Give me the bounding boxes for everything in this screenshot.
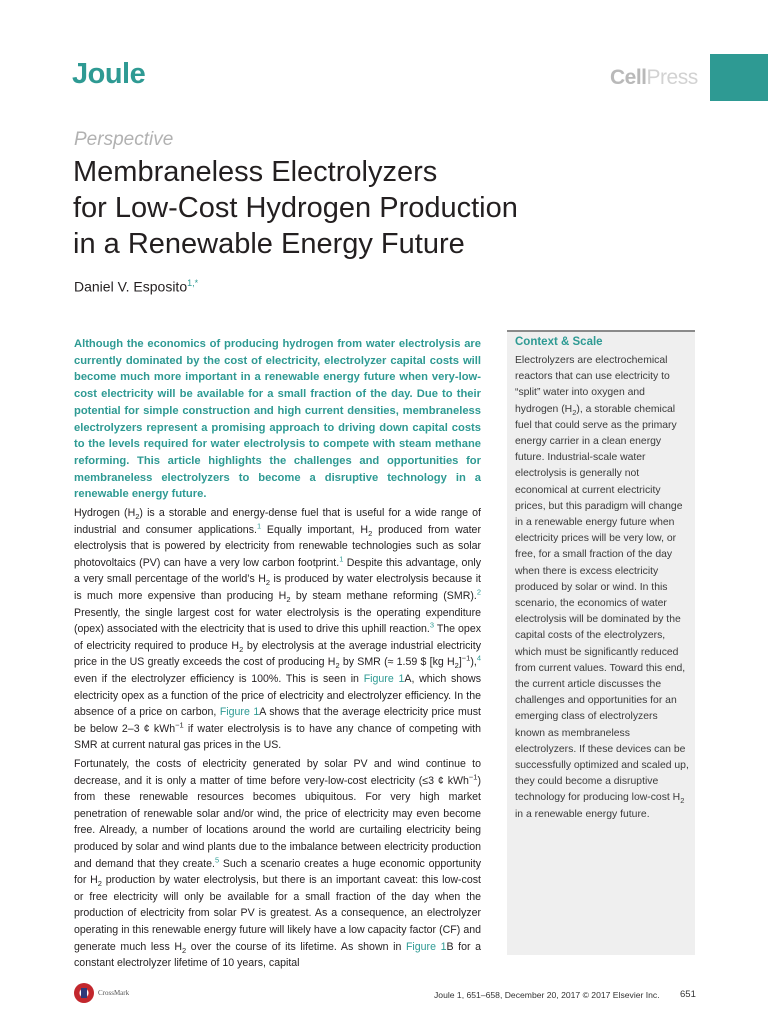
body-paragraph: Fortunately, the costs of electricity generated by solar PV and wind continue to decrease, and it is only a matter of time before very-low-cost electricity (≤3 ¢ kWh$^{-1}$) from these renewable resources becomes ubiquitous. For very high market penetration of renewable solar and/or wind, the price of electricity may even become free. Already, a number of locations around the world are curtailing electricity being produced by solar and wind plants due to the imbalance between electricity production and demand that they create.$^5$ Such a scenario creates a huge economic opportunity for $H_2$ production by water electrolysis, but there is an important caveat: this low-cost or free electricity will only be available for a small fraction of the day when the production of electricity from solar PV is greatest. As a consequence, an electrolyzer operating in this renewable energy future will likely have a low capacity factor (CF) and generate much less $H_2$ over the course of its lifetime. As shown in Figure 1B for a constant electrolyzer lifetime of 10 years, capital	[74, 758, 481, 970]
abstract: Although the economics of producing hydrogen from water electrolysis are currently dominated by the cost of electricity, electrolyzer capital costs will become much more important in a renewable energy future when very-low-cost electricity will be available for a small fraction of the day. Due to their potential for simple construction and high current densities, membraneless electrolyzers represent a promising approach to driving down capital costs to the levels required for water electrolysis to compete with steam methane reforming. This article highlights the challenges and opportunities for membraneless electrolyzers to become a disruptive technology in a renewable energy future.	[74, 338, 481, 501]
publisher-logo-cell: Cell	[610, 66, 647, 89]
crossmark-badge[interactable]	[74, 982, 129, 1004]
author-line	[74, 278, 198, 295]
publisher-logo-press: Press	[646, 66, 698, 89]
author-name: Daniel V. Esposito	[74, 278, 188, 295]
reference-link[interactable]: 1	[256, 521, 262, 531]
body-paragraph: Hydrogen $(H_2)$ is a storable and energy-dense fuel that is useful for a wide range of industrial and consumer applications.$^1$ Equally important, $H_2$ produced from water electrolysis that is powered by electricity from renewable technologies such as solar photovoltaics (PV) can have a very low carbon footprint.$^1$ Despite this advantage, only a very small percentage of the world’s $H_2$ is produced by water electrolysis because it is much more expensive than producing $H_2$ by steam methane reforming (SMR).$^2$ Presently, the single largest cost for water electrolysis is the operating expenditure (opex) associated with the electricity that is used to drive this uphill reaction.$^3$ The opex of electricity required to produce $H_2$ by electrolysis at the average industrial electricity price in the US greatly exceeds the cost of producing $H_2$ by SMR (≈ 1.59 $ [kg $H_2]^{-1}),^4$ even if the electrolyzer efficiency is 100%. This is seen in Figure 1A, which shows electricity opex as a function of the price of electricity and electrolyzer efficiency. In the absence of a price on carbon, Figure 1A shows that the average electricity price must be below 2–3 ¢ kWh$^{-1}$ if water electrolysis is to have any chance of competing with SMR at current natural gas prices in the US.	[74, 507, 482, 752]
article-title	[73, 154, 633, 262]
journal-logo: Joule	[72, 58, 146, 90]
figure-link[interactable]: Figure 1	[363, 672, 405, 685]
sidebar-text: Electrolyzers are electrochemical reactors that can use electricity to “split” water into oxygen and hydrogen $(H_2)$, a storable chemical fuel that could serve as the primary energy carrier in a clean energy future. Industrial-scale water electrolysis is generally not economical at current electricity prices, but this paradigm will change in a renewable energy future when electricity prices will be very low, or free, for a small fraction of the day when there is excess electricity produced by solar or wind. In this scenario, the economics of water electrolysis will be dominated by the capital costs of the electrolyzers, which must be significantly reduced from current values. Toward this end, the current article discusses the challenges and opportunities for an emerging class of electrolyzers known as membraneless electrolyzers. If these devices can be successfully optimized and scaled up, they could become a disruptive technology for producing low-cost $H_2$ in a renewable energy future.	[515, 355, 689, 820]
publisher-logo	[610, 66, 698, 90]
sidebar-title: Context & Scale	[515, 336, 603, 348]
reference-link[interactable]: 1	[339, 554, 344, 564]
author-affiliation-link[interactable]: 1,*	[187, 278, 199, 288]
title-line: in a Renewable Energy Future	[73, 228, 465, 260]
figure-link[interactable]: Figure 1	[219, 706, 260, 719]
crossmark-label: CrossMark	[98, 989, 130, 997]
title-line: for Low-Cost Hydrogen Production	[73, 192, 518, 224]
reference-link[interactable]: 2	[476, 587, 481, 597]
figure-link[interactable]: Figure 1	[405, 940, 447, 953]
reference-link[interactable]: 4	[476, 653, 481, 663]
title-line: Membraneless Electrolyzers	[73, 156, 438, 188]
reference-link[interactable]: 5	[214, 855, 220, 865]
article-type: Perspective	[74, 129, 174, 150]
page-number: 651	[680, 989, 696, 1000]
footer-citation: Joule 1, 651–658, December 20, 2017 © 2017 Elsevier Inc.	[434, 990, 660, 1000]
reference-link[interactable]: 3	[429, 620, 435, 630]
corner-color-tab	[710, 54, 768, 101]
crossmark-icon	[74, 983, 94, 1003]
